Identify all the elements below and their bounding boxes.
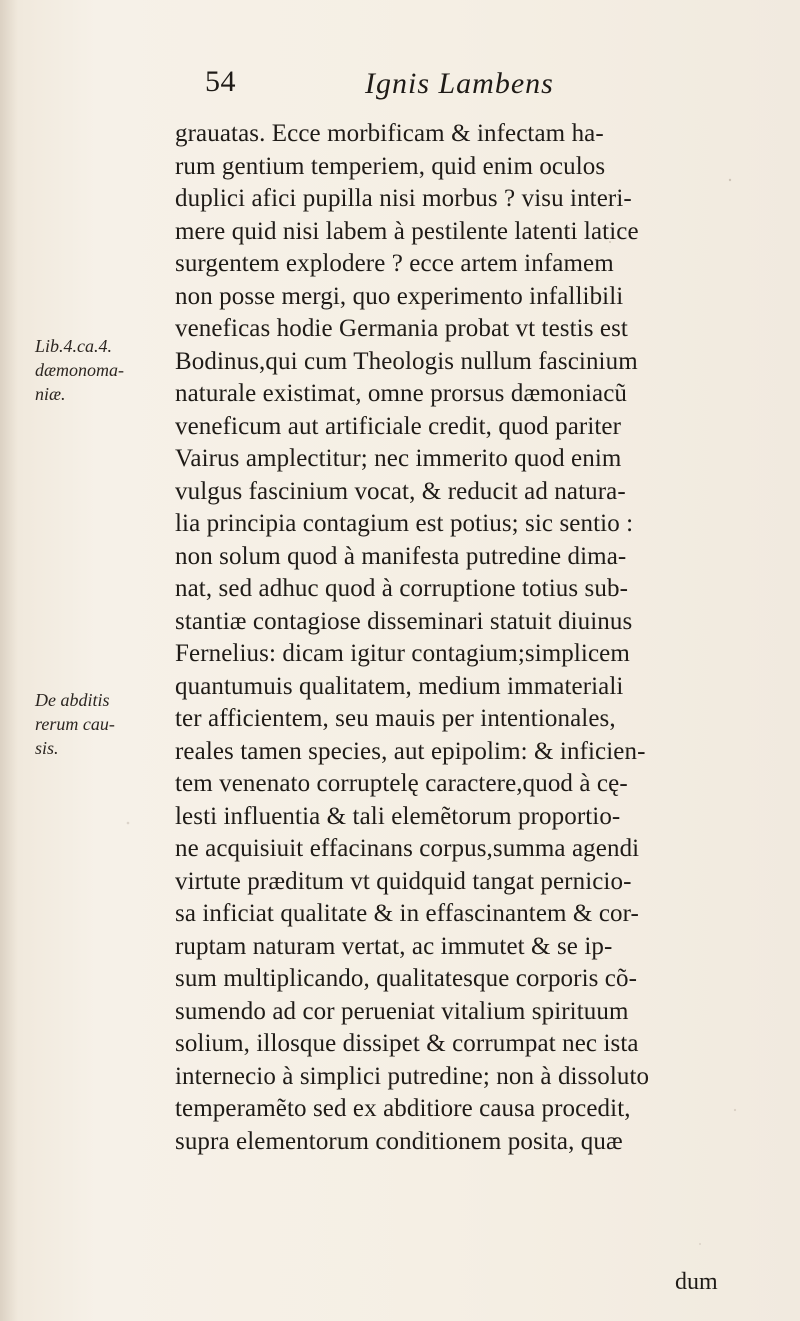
text-line: non posse mergi, quo experimento infallibili [175, 282, 624, 310]
catchword: dum [675, 1269, 718, 1295]
text-line: veneficum aut artificiale credit, quod pariter [175, 412, 622, 440]
text-line: mere quid nisi labem à pestilente latenti latice [175, 217, 639, 245]
margin-note-2 [35, 688, 170, 760]
text-line: sum multiplicando, qualitatesque corporis cõ- [175, 965, 638, 992]
text-line: vulgus fascinium vocat, & reducit ad natura- [175, 477, 626, 505]
text-line: reales tamen species, aut epipolim: & inficien- [175, 737, 646, 765]
text-line: rum gentium temperiem, quid enim oculos [175, 152, 606, 180]
text-line: veneficas hodie Germania probat vt testis est [175, 315, 628, 342]
margin-note-line: rerum cau- [35, 714, 115, 734]
text-line: stantiæ contagiose disseminari statuit diuinus [175, 607, 633, 635]
text-line: Bodinus,qui cum Theologis nullum fascinium [175, 347, 638, 375]
text-line: ne acquisiuit effacinans corpus,summa agendi [175, 835, 640, 862]
text-line: nat, sed adhuc quod à corruptione totius sub- [175, 575, 629, 602]
text-line: grauatas. Ecce morbificam & infectam ha- [175, 120, 604, 147]
text-line: virtute præditum vt quidquid tangat pernicio- [175, 867, 632, 895]
text-line: sa inficiat qualitate & in effascinantem & cor- [175, 900, 639, 927]
text-line: temperamẽto sed ex abditiore causa procedit, [175, 1095, 631, 1122]
text-line: ter afficientem, seu mauis per intentionales, [175, 705, 616, 732]
page-header [205, 65, 625, 105]
text-line: duplici afici pupilla nisi morbus ? visu interi- [175, 185, 632, 212]
text-line: ruptam naturam vertat, ac immutet & se ip- [175, 932, 613, 960]
text-line: quantumuis qualitatem, medium immateriali [175, 672, 624, 700]
margin-note-line: sis. [35, 738, 59, 758]
text-line: lesti influentia & tali elemẽtorum proportio- [175, 802, 621, 830]
page-number: 54 [205, 65, 236, 98]
text-line: internecio à simplici putredine; non à dissoluto [175, 1062, 650, 1090]
main-text [175, 118, 775, 1158]
text-line: sumendo ad cor perueniat vitalium spirituum [175, 997, 629, 1025]
margin-note-line: niæ. [35, 384, 66, 404]
text-line: Vairus amplectitur; nec immerito quod enim [175, 445, 622, 472]
text-line: tem venenato corruptelę caractere,quod à cę- [175, 770, 628, 797]
text-line: non solum quod à manifesta putredine dima- [175, 542, 627, 570]
margin-note-line: De abditis [35, 690, 110, 710]
text-line: solium, illosque dissipet & corrumpat nec ista [175, 1030, 639, 1057]
text-line: naturale existimat, omne prorsus dæmoniacũ [175, 380, 628, 407]
text-line: lia principia contagium est potius; sic sentio : [175, 510, 634, 537]
text-line: Fernelius: dicam igitur contagium;simplicem [175, 640, 630, 667]
margin-note-line: dæmonoma- [35, 360, 124, 380]
running-title: Ignis Lambens [365, 67, 554, 100]
text-line: supra elementorum conditionem posita, quæ [175, 1127, 623, 1155]
text-line: surgentem explodere ? ecce artem infamem [175, 250, 614, 277]
margin-note-line: Lib.4.ca.4. [35, 336, 113, 356]
margin-note-1 [35, 334, 170, 406]
